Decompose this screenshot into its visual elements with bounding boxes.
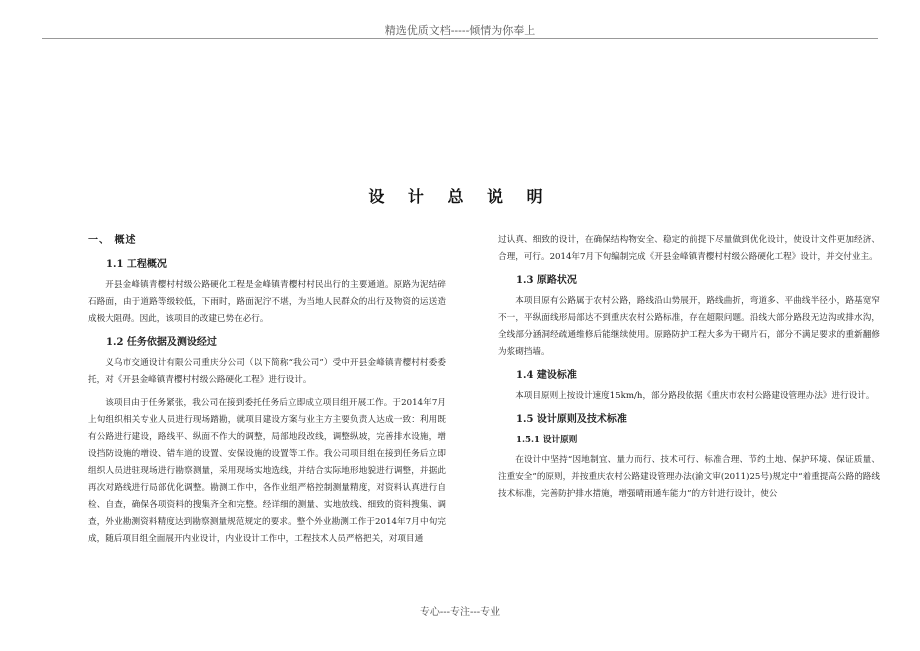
heading-1-3: 1.3 原路状况 [516,275,577,286]
paragraph-1-2-c: 过认真、细致的设计，在确保结构物安全、稳定的前提下尽量做到优化设计，使设计文件更加经济、合理，可行。2014年7月下旬编制完成《开县金峰镇青樱村村级公路硬化工程》设计，并交付业主。 [498,235,880,262]
right-column [498,232,880,509]
paragraph-1-3: 本项目原有公路属于农村公路，路线沿山势展开，路线曲折，弯道多、平曲线半径小，路基宽窄不一，平纵面线形局部达不到重庆农村公路标准，存在超限问题。沿线大部分路段无边沟或排水沟，全线部分涵洞经疏通维修后能继续使用。原路防护工程大多为干砌片石，部分不满足要求的重新翻修为浆砌挡墙。 [498,296,880,357]
heading-1-1: 1.1 工程概况 [106,259,167,270]
paragraph-1-2-a: 义乌市交通设计有限公司重庆分公司（以下简称“我公司”）受中开县金峰镇青樱村村委委托，对《开县金峰镇青樱村村级公路硬化工程》进行设计。 [88,358,446,385]
paragraph-1-2-b: 该项目由于任务紧张，我公司在接到委托任务后立即成立项目组开展工作。于2014年7月上旬组织相关专业人员进行现场踏勘，就项目建设方案与业主方主要负责人达成一致：利用既有公路进行建设，路线平、纵面不作大的调整，局部地段改线，调整纵坡，完善排水设施，增设挡防设施的增设、错车道的设置、安保设施的设置等工作。我公司项目组在接到任务后立即组织人员进驻现场进行勘察测量，采用现场实地选线，并结合实际地形地貌进行调整，并据此再次对路线进行局部优化调整。勘测工作中，各作业组严格控制测量精度，对资料认真进行自检、自查，确保各项资料的搜集齐全和完整。经详细的测量、实地放线、细致的资料搜集、调查，外业勘测资料精度达到勘察测量规范规定的要求。整个外业勘测工作于2014年7月中旬完成，随后项目组全面展开内业设计，内业设计工作中，工程技术人员严格把关，对项目通 [88,398,446,544]
left-column [88,232,446,554]
paragraph-1-5-1: 在设计中坚持“因地制宜、量力而行、技术可行、标准合理、节约土地、保护环境、保证质量、注重安全”的原则，并按重庆农村公路建设管理办法(渝文审(2011)25号)规定中“着重提高公路的路线技术标准，完善防护排水措施，增强晴雨通车能力”的方针进行设计，使公 [498,455,880,499]
document-title: 设 计 总 说 明 [368,187,552,206]
page-header: 精选优质文档-----倾情为你奉上 [384,24,536,37]
heading-1-2: 1.2 任务依据及测设经过 [106,337,217,348]
heading-1-5-1: 1.5.1 设计原则 [516,435,578,445]
page-footer: 专心---专注---专业 [419,607,501,618]
paragraph-1-4: 本项目原则上按设计速度15km/h，部分路段依据《重庆市农村公路建设管理办法》进行设计。 [515,391,875,401]
header-rule [42,38,878,39]
paragraph-1-1: 开县金峰镇青樱村村级公路硬化工程是金峰镇青樱村村民出行的主要通道。原路为泥结碎石路面，由于道路等级较低，下雨时，路面泥泞不堪，为当地人民群众的出行及物资的运送造成极大阻碍。因此，该项目的改建已势在必行。 [88,280,446,324]
heading-1-4: 1.4 建设标准 [516,370,577,381]
heading-1-5: 1.5 设计原则及技术标准 [516,414,627,425]
section-heading-overview: 一、 概述 [88,235,137,246]
